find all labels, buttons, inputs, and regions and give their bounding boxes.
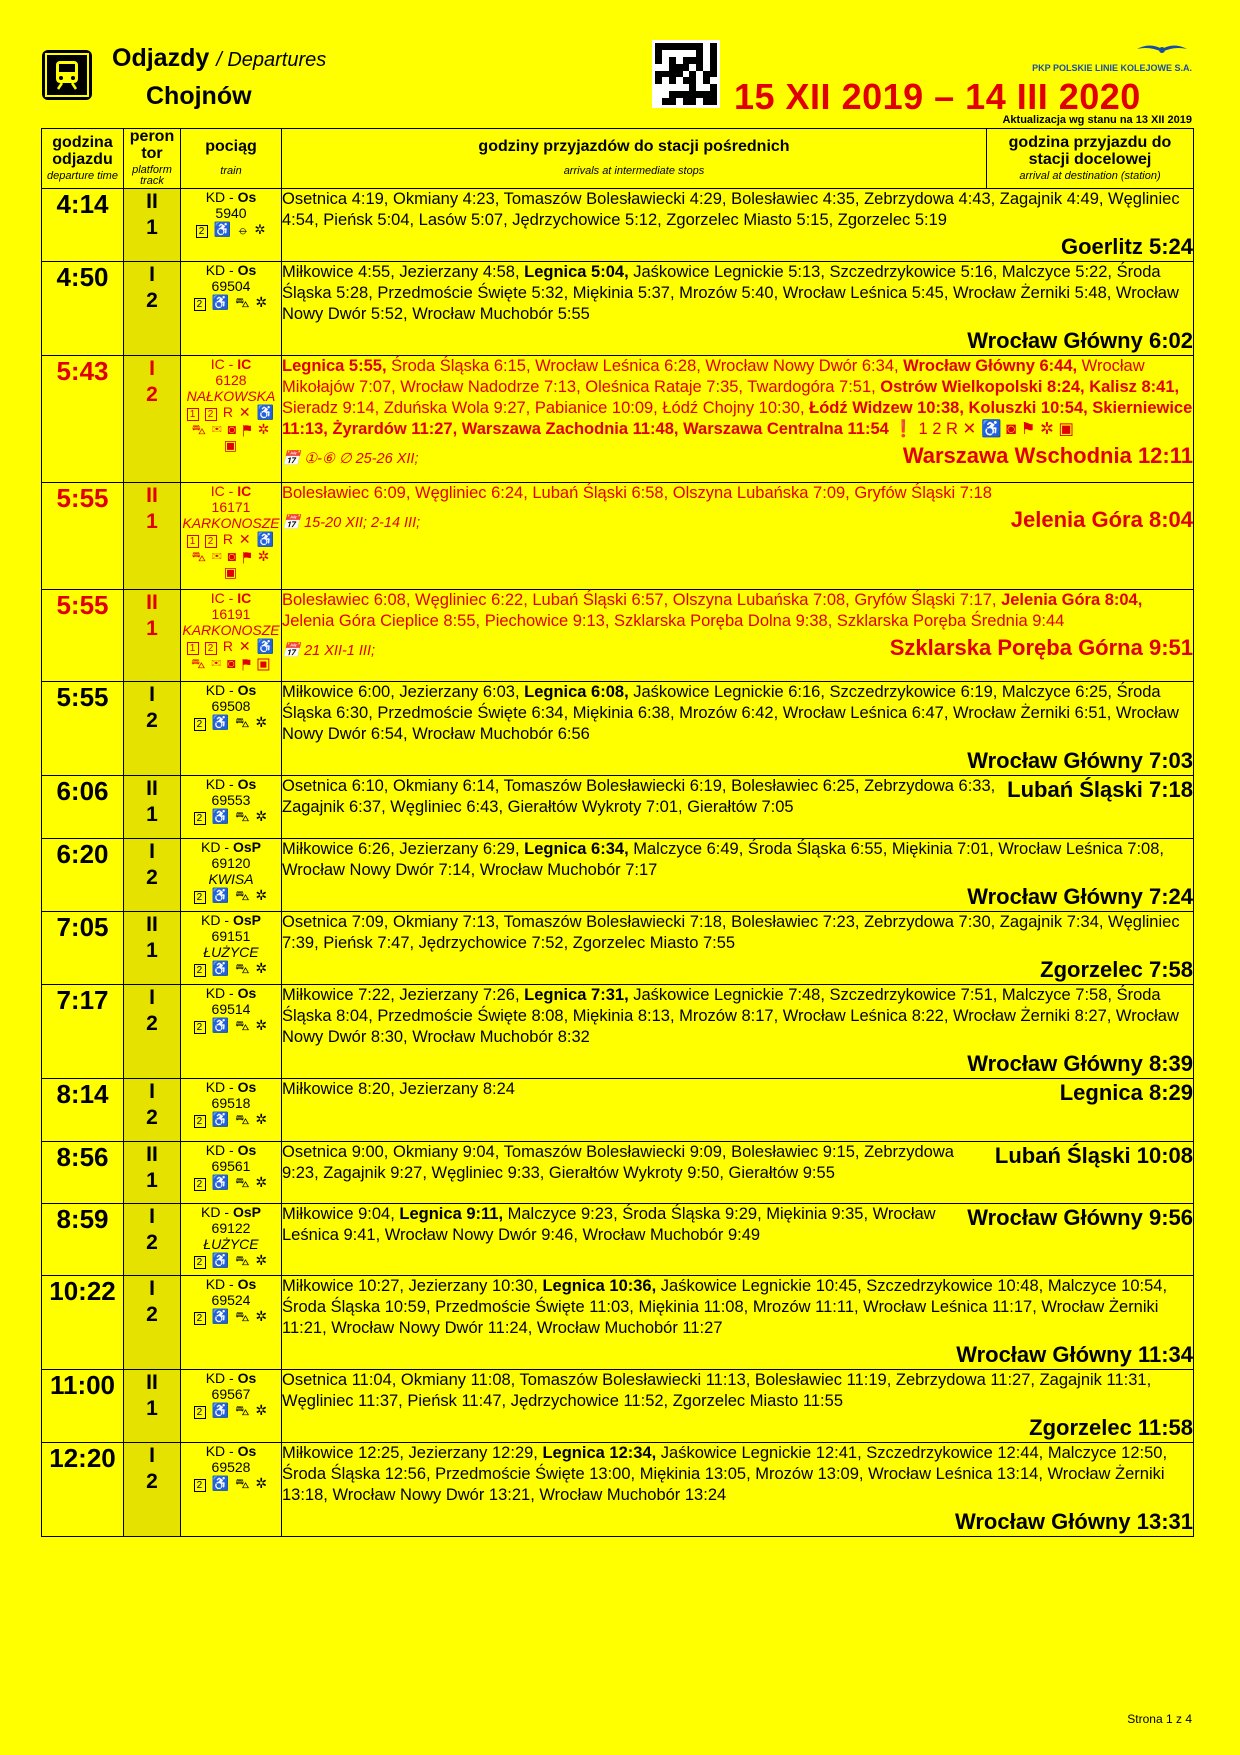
header-platform: peron tor platform track bbox=[124, 129, 181, 189]
platform-track: II 1 bbox=[124, 776, 181, 839]
train-amenities-icons: 1 2 R ✕ ♿ bbox=[181, 638, 281, 655]
destination: Lubań Śląski 7:18 bbox=[1007, 777, 1193, 802]
intermediate-stops bbox=[282, 483, 1194, 590]
train-info: KD - OsP 69151 ŁUŻYCE 2 ♿ ⛍ ✲ bbox=[181, 912, 282, 985]
departure-time: 5:55 bbox=[42, 590, 124, 682]
stops-list: Osetnica 9:00, Okmiany 9:04, Tomaszów Bolesławiecki 9:09, Bolesławiec 9:15, Zebrzydowa 9:23, Zagajnik 9:27, Węgliniec 9:33, Gierałtów Wykroty 9:50, Gierałtów 9:55 bbox=[282, 1143, 954, 1182]
platform-track: I 2 bbox=[124, 985, 181, 1079]
destination: Legnica 8:29 bbox=[1059, 1080, 1193, 1105]
destination: Wrocław Główny 7:24 bbox=[967, 884, 1193, 909]
train-amenities-icons: ⛍ ✉ ◙ ⚑ ✲ bbox=[191, 421, 271, 437]
train-info: KD - Os 69561 2 ♿ ⛍ ✲ bbox=[181, 1142, 282, 1204]
train-amenities-icons: ▣ bbox=[223, 564, 239, 580]
platform-track: I 2 bbox=[124, 682, 181, 776]
intermediate-stops bbox=[282, 1142, 1194, 1204]
train-info: KD - Os 69504 2 ♿ ⛍ ✲ bbox=[181, 262, 282, 356]
train-info: KD - OsP 69120 KWISA 2 ♿ ⛍ ✲ bbox=[181, 839, 282, 912]
departure-row bbox=[42, 1276, 1194, 1370]
stops-list: Bolesławiec 6:09, Węgliniec 6:24, Lubań Śląski 6:58, Olszyna Lubańska 7:09, Gryfów Śląski 7:18 bbox=[282, 484, 992, 502]
train-amenities-icons: 2 ♿ ⛍ ✲ bbox=[181, 808, 281, 825]
train-info: IC - IC 16191 KARKONOSZE 1 2 R ✕ ♿ ⛍ ✉ ◙ ⚑ ▣ bbox=[181, 590, 282, 682]
train-info: KD - Os 69508 2 ♿ ⛍ ✲ bbox=[181, 682, 282, 776]
train-amenities-icons: 2 ♿ ⛍ ✲ bbox=[181, 1017, 281, 1034]
train-amenities-icons: 2 ♿ ⛍ ✲ bbox=[181, 1252, 281, 1269]
intermediate-stops bbox=[282, 1204, 1194, 1276]
destination: Zgorzelec 7:58 bbox=[1040, 957, 1193, 982]
intermediate-stops bbox=[282, 189, 1194, 262]
intermediate-stops bbox=[282, 1276, 1194, 1370]
departure-time: 4:14 bbox=[42, 189, 124, 262]
train-amenities-icons: 2 ♿ ⦵ ✲ bbox=[181, 221, 281, 238]
intermediate-stops bbox=[282, 1443, 1194, 1537]
platform-track: II 1 bbox=[124, 189, 181, 262]
platform-track: II 1 bbox=[124, 590, 181, 682]
platform-track: I 2 bbox=[124, 262, 181, 356]
departure-time: 5:55 bbox=[42, 682, 124, 776]
intermediate-stops bbox=[282, 985, 1194, 1079]
train-amenities-icons: 2 ♿ ⛍ ✲ bbox=[181, 1475, 281, 1492]
train-amenities-icons: 2 ♿ ⛍ ✲ bbox=[181, 1174, 281, 1191]
header-time: godzina odjazdu departure time bbox=[42, 129, 124, 189]
departure-row bbox=[42, 1370, 1194, 1443]
station-name: Chojnów bbox=[146, 82, 252, 110]
destination: Wrocław Główny 13:31 bbox=[954, 1509, 1193, 1534]
stops-list: Miłkowice 10:27, Jezierzany 10:30, Legnica 10:36, Jaśkowice Legnickie 10:45, Szczedrzykowice 10:48, Malczyce 10:54, Środa Śląska 10:59, Przedmoście Święte 11:03, Miękinia 11:08, Mrozów 11:11, Wrocław Leśnica 11:17, Wrocław Żerniki 11:21, Wrocław Nowy Dwór 11:24, Wrocław Muchobór 11:27 bbox=[282, 1277, 1168, 1337]
departure-row bbox=[42, 912, 1194, 985]
page-number: Strona 1 z 4 bbox=[1127, 1712, 1192, 1726]
header-stops: godziny przyjazdów do stacji pośrednich arrivals at intermediate stops bbox=[282, 129, 987, 189]
train-amenities-icons: 2 ♿ ⛍ ✲ bbox=[181, 960, 281, 977]
departure-row bbox=[42, 682, 1194, 776]
page-title: Odjazdy / Departures bbox=[112, 44, 327, 72]
train-amenities-icons: 2 ♿ ⛍ ✲ bbox=[181, 294, 281, 311]
stops-list: Bolesławiec 6:08, Węgliniec 6:22, Lubań Śląski 6:57, Olszyna Lubańska 7:08, Gryfów Śląski 7:17, Jelenia Góra 8:04, Jelenia Góra Cieplice 8:55, Piechowice 9:13, Szklarska Poręba Dolna 9:38, Szklarska Poręba Średnia 9:44 bbox=[282, 591, 1143, 630]
train-info: KD - Os 69518 2 ♿ ⛍ ✲ bbox=[181, 1079, 282, 1142]
platform-track: I 2 bbox=[124, 1204, 181, 1276]
train-amenities-icons: 1 2 R ✕ ♿ bbox=[181, 531, 281, 548]
intermediate-stops bbox=[282, 776, 1194, 839]
stops-list: Osetnica 6:10, Okmiany 6:14, Tomaszów Bolesławiecki 6:19, Bolesławiec 6:25, Zebrzydowa 6:33, Zagajnik 6:37, Węgliniec 6:43, Gierałtów Wykroty 7:01, Gierałtów 7:05 bbox=[282, 777, 996, 816]
destination: Wrocław Główny 9:56 bbox=[967, 1205, 1193, 1230]
departure-row bbox=[42, 1204, 1194, 1276]
departure-time: 7:17 bbox=[42, 985, 124, 1079]
departure-time: 6:06 bbox=[42, 776, 124, 839]
train-info: KD - Os 69514 2 ♿ ⛍ ✲ bbox=[181, 985, 282, 1079]
operator-logo: PKP POLSKIE LINIE KOLEJOWE S.A. bbox=[1022, 40, 1192, 73]
stops-list: Miłkowice 7:22, Jezierzany 7:26, Legnica 7:31, Jaśkowice Legnickie 7:48, Szczedrzykowice 7:51, Malczyce 7:58, Środa Śląska 8:04, Przedmoście Święte 8:08, Miękinia 8:13, Mrozów 8:17, Wrocław Leśnica 8:22, Wrocław Żerniki 8:27, Wrocław Nowy Dwór 8:30, Wrocław Muchobór 8:32 bbox=[282, 986, 1179, 1046]
departure-row bbox=[42, 189, 1194, 262]
departure-time: 5:43 bbox=[42, 356, 124, 483]
departure-row bbox=[42, 776, 1194, 839]
platform-track: II 1 bbox=[124, 1370, 181, 1443]
departure-row bbox=[42, 1443, 1194, 1537]
intermediate-stops bbox=[282, 1370, 1194, 1443]
train-info: KD - Os 69528 2 ♿ ⛍ ✲ bbox=[181, 1443, 282, 1537]
platform-track: I 2 bbox=[124, 1276, 181, 1370]
departure-row bbox=[42, 262, 1194, 356]
departure-row bbox=[42, 590, 1194, 682]
intermediate-stops bbox=[282, 262, 1194, 356]
intermediate-stops bbox=[282, 682, 1194, 776]
departure-row bbox=[42, 1142, 1194, 1204]
stops-list: Osetnica 4:19, Okmiany 4:23, Tomaszów Bolesławiecki 4:29, Bolesławiec 4:35, Zebrzydowa 4:43, Zagajnik 4:49, Węgliniec 4:54, Pieńsk 5:04, Lasów 5:07, Jędrzychowice 5:12, Zgorzelec Miasto 5:15, Zgorzelec 5:19 bbox=[282, 190, 1180, 229]
stops-list: Miłkowice 6:26, Jezierzany 6:29, Legnica 6:34, Malczyce 6:49, Środa Śląska 6:55, Miękinia 7:01, Wrocław Leśnica 7:08, Wrocław Nowy Dwór 7:14, Wrocław Muchobór 7:17 bbox=[282, 840, 1164, 879]
train-info: KD - Os 69553 2 ♿ ⛍ ✲ bbox=[181, 776, 282, 839]
departure-time: 12:20 bbox=[42, 1443, 124, 1537]
service-note: 📅 ①-⑥ ∅ 25-26 XII; bbox=[282, 451, 419, 467]
destination: Jelenia Góra 8:04 bbox=[1010, 507, 1193, 532]
train-amenities-icons: 2 ♿ ⛍ ✲ bbox=[181, 1308, 281, 1325]
departure-row bbox=[42, 356, 1194, 483]
operator-emblem-icon bbox=[1132, 40, 1192, 58]
stops-list: Miłkowice 12:25, Jezierzany 12:29, Legnica 12:34, Jaśkowice Legnickie 12:41, Szczedrzykowice 12:44, Malczyce 12:50, Środa Śląska 12:56, Przedmoście Święte 13:00, Miękinia 13:05, Mrozów 13:09, Wrocław Leśnica 13:14, Wrocław Żerniki 13:18, Wrocław Nowy Dwór 13:21, Wrocław Muchobór 13:24 bbox=[282, 1444, 1168, 1504]
destination: Wrocław Główny 11:34 bbox=[956, 1342, 1193, 1367]
destination: Wrocław Główny 7:03 bbox=[967, 748, 1193, 773]
stops-list: Legnica 5:55, Środa Śląska 6:15, Wrocław Leśnica 6:28, Wrocław Nowy Dwór 6:34, Wrocław Główny 6:44, Wrocław Mikołajów 7:07, Wrocław Nadodrze 7:13, Oleśnica Rataje 7:35, Twardogóra 7:51, Ostrów Wielkopolski 8:24, Kalisz 8:41, Sieradz 9:14, Zduńska Wola 9:27, Pabianice 10:09, Łódź Chojny 10:30, Łódź Widzew 10:38, Koluszki 10:54, Skierniewice 11:13, Żyrardów 11:27, Warszawa Zachodnia 11:48, Warszawa Centralna 11:54 ❗ 1 2 R ✕ ♿ ◙ ⚑ ✲ ▣ bbox=[282, 357, 1193, 438]
service-note: 📅 15-20 XII; 2-14 III; bbox=[282, 515, 421, 531]
departure-time: 8:14 bbox=[42, 1079, 124, 1142]
departure-time: 8:59 bbox=[42, 1204, 124, 1276]
departures-table bbox=[41, 128, 1194, 1537]
qr-code-icon bbox=[652, 40, 720, 108]
departure-time: 7:05 bbox=[42, 912, 124, 985]
intermediate-stops bbox=[282, 912, 1194, 985]
train-amenities-icons: ⛍ ✉ ◙ ⚑ ✲ bbox=[191, 548, 271, 564]
departure-time: 11:00 bbox=[42, 1370, 124, 1443]
header-destination: godzina przyjazdu do stacji docelowej arrival at destination (station) bbox=[987, 129, 1194, 189]
train-amenities-icons: 2 ♿ ⛍ ✲ bbox=[181, 1111, 281, 1128]
destination: Warszawa Wschodnia 12:11 bbox=[902, 443, 1193, 468]
platform-track: I 2 bbox=[124, 1443, 181, 1537]
departure-time: 6:20 bbox=[42, 839, 124, 912]
stops-list: Osetnica 11:04, Okmiany 11:08, Tomaszów Bolesławiecki 11:13, Bolesławiec 11:19, Zebrzydowa 11:27, Zagajnik 11:31, Węgliniec 11:37, Pieńsk 11:47, Jędrzychowice 11:52, Zgorzelec Miasto 11:55 bbox=[282, 1371, 1152, 1410]
train-info: KD - Os 5940 2 ♿ ⦵ ✲ bbox=[181, 189, 282, 262]
destination: Szklarska Poręba Górna 9:51 bbox=[889, 635, 1193, 660]
train-info: IC - IC 16171 KARKONOSZE 1 2 R ✕ ♿ ⛍ ✉ ◙ ⚑ ✲ ▣ bbox=[181, 483, 282, 590]
train-amenities-icons: 2 ♿ ⛍ ✲ bbox=[181, 714, 281, 731]
intermediate-stops bbox=[282, 839, 1194, 912]
train-info: IC - IC 6128 NAŁKOWSKA 1 2 R ✕ ♿ ⛍ ✉ ◙ ⚑ ✲ ▣ bbox=[181, 356, 282, 483]
platform-track: II 1 bbox=[124, 1142, 181, 1204]
departure-row bbox=[42, 483, 1194, 590]
stops-list: Miłkowice 9:04, Legnica 9:11, Malczyce 9:23, Środa Śląska 9:29, Miękinia 9:35, Wrocław Leśnica 9:41, Wrocław Nowy Dwór 9:46, Wrocław Muchobór 9:49 bbox=[282, 1205, 936, 1244]
departure-time: 4:50 bbox=[42, 262, 124, 356]
destination: Wrocław Główny 8:39 bbox=[967, 1051, 1193, 1076]
train-amenities-icons: 1 2 R ✕ ♿ bbox=[181, 404, 281, 421]
validity-period: 15 XII 2019 – 14 III 2020 bbox=[734, 76, 1141, 117]
stops-list: Miłkowice 6:00, Jezierzany 6:03, Legnica 6:08, Jaśkowice Legnickie 6:16, Szczedrzykowice 6:19, Malczyce 6:25, Środa Śląska 6:30, Przedmoście Święte 6:34, Miękinia 6:38, Mrozów 6:42, Wrocław Leśnica 6:47, Wrocław Żerniki 6:51, Wrocław Nowy Dwór 6:54, Wrocław Muchobór 6:56 bbox=[282, 683, 1179, 743]
departure-row bbox=[42, 985, 1194, 1079]
update-note: Aktualizacja wg stanu na 13 XII 2019 bbox=[1002, 114, 1192, 126]
service-note: 📅 21 XII-1 III; bbox=[282, 643, 376, 659]
departure-row bbox=[42, 839, 1194, 912]
departure-row bbox=[42, 1079, 1194, 1142]
train-amenities-icons: ▣ bbox=[223, 437, 239, 453]
train-amenities-icons: 2 ♿ ⛍ ✲ bbox=[181, 1402, 281, 1419]
destination: Zgorzelec 11:58 bbox=[1029, 1415, 1193, 1440]
train-info: KD - Os 69524 2 ♿ ⛍ ✲ bbox=[181, 1276, 282, 1370]
stops-list: Osetnica 7:09, Okmiany 7:13, Tomaszów Bolesławiecki 7:18, Bolesławiec 7:23, Zebrzydowa 7:30, Zagajnik 7:34, Węgliniec 7:39, Pieńsk 7:47, Jędrzychowice 7:52, Zgorzelec Miasto 7:55 bbox=[282, 913, 1180, 952]
destination: Lubań Śląski 10:08 bbox=[994, 1143, 1193, 1168]
platform-track: II 1 bbox=[124, 912, 181, 985]
platform-track: II 1 bbox=[124, 483, 181, 590]
train-icon bbox=[42, 50, 92, 100]
stops-list: Miłkowice 4:55, Jezierzany 4:58, Legnica 5:04, Jaśkowice Legnickie 5:13, Szczedrzykowice 5:16, Malczyce 5:22, Środa Śląska 5:28, Przedmoście Święte 5:32, Miękinia 5:37, Mrozów 5:40, Wrocław Leśnica 5:45, Wrocław Żerniki 5:48, Wrocław Nowy Dwór 5:52, Wrocław Muchobór 5:55 bbox=[282, 263, 1179, 323]
platform-track: I 2 bbox=[124, 839, 181, 912]
intermediate-stops bbox=[282, 356, 1194, 483]
platform-track: I 2 bbox=[124, 356, 181, 483]
train-info: KD - OsP 69122 ŁUŻYCE 2 ♿ ⛍ ✲ bbox=[181, 1204, 282, 1276]
train-amenities-icons: ⛍ ✉ ◙ ⚑ ▣ bbox=[191, 655, 271, 671]
train-amenities-icons: 2 ♿ ⛍ ✲ bbox=[181, 887, 281, 904]
destination: Goerlitz 5:24 bbox=[1060, 234, 1193, 259]
train-info: KD - Os 69567 2 ♿ ⛍ ✲ bbox=[181, 1370, 282, 1443]
header-train: pociąg train bbox=[181, 129, 282, 189]
platform-track: I 2 bbox=[124, 1079, 181, 1142]
departure-time: 5:55 bbox=[42, 483, 124, 590]
stops-list: Miłkowice 8:20, Jezierzany 8:24 bbox=[282, 1080, 515, 1098]
departure-time: 10:22 bbox=[42, 1276, 124, 1370]
destination: Wrocław Główny 6:02 bbox=[967, 328, 1193, 353]
departure-time: 8:56 bbox=[42, 1142, 124, 1204]
intermediate-stops bbox=[282, 1079, 1194, 1142]
page-header bbox=[42, 40, 1192, 130]
intermediate-stops bbox=[282, 590, 1194, 682]
